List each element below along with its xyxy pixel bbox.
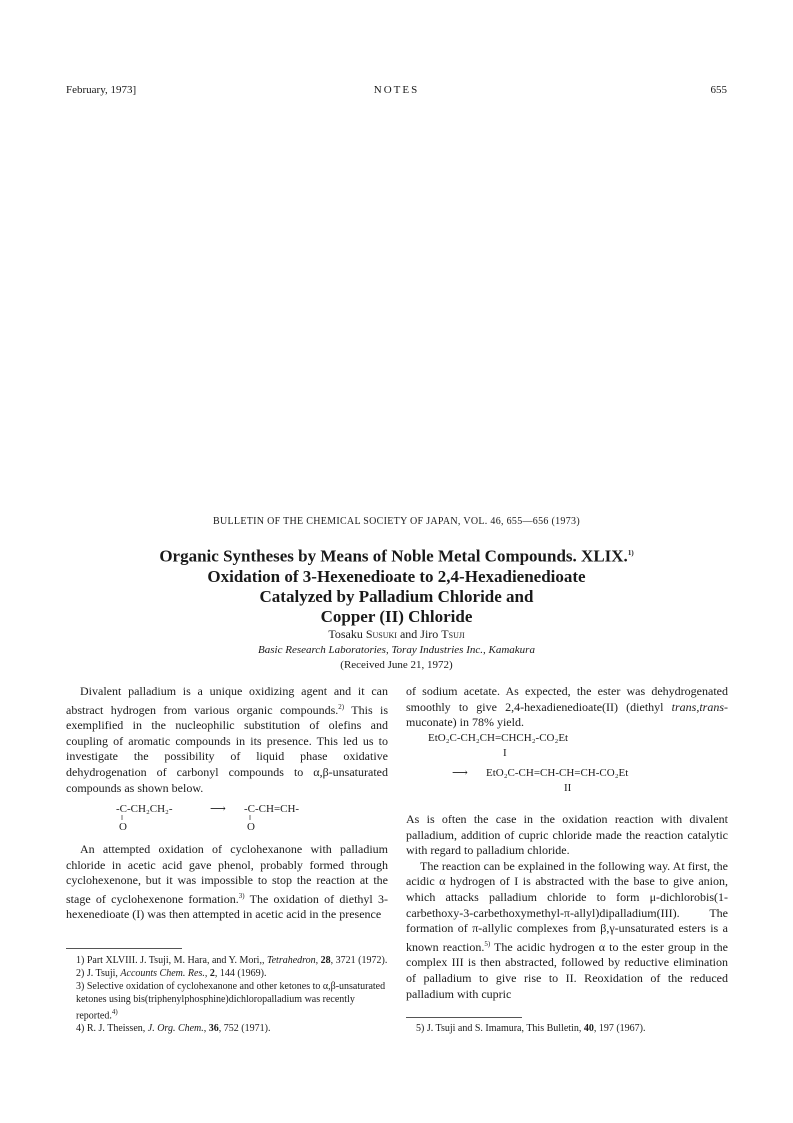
ref-marker-3: 3) [238, 891, 245, 900]
left-p1-text-a: Divalent palladium is a unique oxidizing agent and it can abstract hydrogen from various organic compounds. [66, 684, 388, 717]
left-p2-text-a: An attempted oxidation of cyclohexanone with palladium chloride in acetic acid gave phenol, probably formed through cyclohexenone, but it was impossible to stop the reaction at the stage of cyclohexenone formation. [66, 842, 388, 906]
received-date: (Received June 21, 1972) [340, 659, 453, 671]
ref-marker-5: 5) [484, 939, 491, 948]
scheme-double-bond-2: ‖ [249, 814, 251, 822]
right-p1-text-b: -muconate) in 78% yield. [406, 699, 728, 730]
footnote-rule-right [406, 1017, 522, 1018]
footnote-4-text: 4) R. J. Theissen, [76, 1023, 148, 1035]
author-2-last: Tsuji [441, 627, 465, 641]
footnote-3-marker: 4) [111, 1007, 118, 1016]
title-line-2: Oxidation of 3-Hexenedioate to 2,4-Hexadienedioate [207, 566, 586, 586]
right-p1-text-a: of sodium acetate. As expected, the ester was dehydrogenated smoothly to give 2,4-hexadienedioate(II) (diethyl [406, 684, 728, 714]
running-header-section: NOTES [373, 84, 420, 96]
footnote-5-pages: , 197 (1967). [593, 1023, 646, 1034]
right-p1-italic: trans,trans [671, 699, 724, 714]
author-1-first: Tosaku [328, 627, 363, 641]
footnote-4-journal: J. Org. Chem. [147, 1023, 204, 1035]
left-column-body-2 [66, 842, 388, 923]
title-line-3: Catalyzed by Palladium Chloride and [259, 586, 534, 606]
equation-product-II: EtO₂C-CH=CH-CH=CH-CO₂Et [486, 767, 629, 779]
running-header-date: February, 1973] [66, 84, 137, 96]
right-column-body-2 [406, 812, 728, 1002]
author-1-last: Susuki [365, 627, 397, 641]
left-p1-text-b: This is exemplified in the nucleophilic substitution of olefins and coupling of aromatic compounds in its presence. This led us to investigate the possibility of liquid phase oxidative dehydrogenation of carbonyl compounds to α,β-unsaturated compounds as shown below. [66, 702, 389, 795]
footnote-2-pages: , 144 (1969). [214, 968, 267, 980]
scheme-oxygen-1: O [119, 821, 127, 833]
right-paragraph-2: As is often the case in the oxidation reaction with divalent palladium, addition of cupric chloride made the reaction catalytic with regard to palladium chloride. [406, 812, 728, 858]
journal-citation-suffix: 46, 655—656 (1973) [490, 516, 580, 527]
scheme-reactant: -C-CH₂CH₂- [116, 803, 173, 815]
equation-arrow: ⟶ [452, 767, 468, 779]
right-paragraph-3 [406, 859, 728, 1002]
article-title [0, 543, 793, 627]
right-paragraph-1 [406, 684, 728, 731]
right-p3-text-b: The acidic hydrogen α to the ester group in the complex III is then abstracted, followed by reductive elimination of palladium to give rise to II. Reoxidation of the reduced palladium with cupric [406, 939, 728, 1001]
author-and: and [399, 627, 418, 641]
footnote-2-text: 2) J. Tsuji, [76, 968, 121, 980]
footnote-3 [66, 981, 388, 1022]
ref-marker-2: 2) [338, 702, 345, 711]
footnote-1-volume: 28 [320, 955, 331, 966]
affiliation: Basic Research Laboratories, Toray Industries Inc., Kamakura [258, 644, 535, 656]
scheme-double-bond-1: ‖ [121, 814, 123, 822]
scheme-arrow: ⟶ [210, 803, 226, 815]
footnote-rule-left [66, 948, 182, 949]
footnote-5-volume: 40 [583, 1023, 594, 1034]
footnote-1-text: 1) Part XLVIII. J. Tsuji, M. Hara, and Y. Mori,, [76, 955, 267, 966]
footnote-2-volume: 2 [209, 968, 215, 980]
right-footnotes [406, 1023, 728, 1036]
author-line [0, 627, 793, 642]
scheme-ketone-dehydrogenation [116, 803, 356, 833]
left-paragraph-1 [66, 684, 388, 796]
equation-label-II: II [564, 782, 572, 794]
footnote-4-volume: 36 [208, 1023, 219, 1035]
footnote-2-journal: Accounts Chem. Res. [120, 968, 205, 980]
footnote-2: 2) J. Tsuji, Accounts Chem. Res., 2, 144 (1969). [76, 968, 267, 980]
footnote-4-pages: , 752 (1971). [218, 1023, 271, 1035]
footnote-5 [406, 1023, 728, 1035]
equation-reactant-I: EtO₂C-CH₂CH=CHCH₂-CO₂Et [428, 732, 569, 744]
right-column-body [406, 684, 728, 731]
journal-citation-prefix: BULLETIN OF THE CHEMICAL SOCIETY OF JAPAN, VOL. [213, 516, 488, 527]
left-column-body [66, 684, 388, 796]
footnote-5-text: 5) J. Tsuji and S. Imamura, This Bulletin, [416, 1023, 584, 1034]
footnote-1 [66, 955, 388, 967]
footnote-1-pages: , 3721 (1972). [330, 955, 388, 966]
title-line-1-text: Organic Syntheses by Means of Noble Metal Compounds. XLIX. [159, 546, 628, 566]
right-p3-text-a: The reaction can be explained in the following way. At first, the acidic α hydrogen of I is abstracted with the base to give anion, which attacks palladium chloride to form μ-dichlorobis(1-carbethoxy-3-carbethoxymethyl-π-allyl)dipalladium(III). The formation of π-allylic complexes from β,γ-unsaturated esters is a known reaction. [406, 858, 728, 954]
footnote-1-journal: Tetrahedron, [266, 955, 319, 966]
author-2-first: Jiro [420, 627, 439, 641]
equation-muconate [406, 732, 728, 802]
equation-label-I: I [503, 747, 507, 759]
title-footnote-marker: 1) [627, 549, 634, 557]
scheme-oxygen-2: O [247, 821, 255, 833]
title-line-4: Copper (II) Chloride [320, 606, 473, 626]
left-p2-text-b: The oxidation of diethyl 3-hexenedioate (I) was then attempted in acetic acid in the presence [66, 891, 388, 922]
left-footnotes [66, 955, 388, 1037]
journal-citation [0, 516, 793, 527]
footnote-4: 4) R. J. Theissen, J. Org. Chem., 36, 752 (1971). [76, 1023, 271, 1035]
page-number: 655 [710, 84, 727, 96]
footnote-3-text: 3) Selective oxidation of cyclohexanone and other ketones to α,β-unsaturated ketones using bis(triphenylphosphine)dichloropalladium was recently reported. [76, 981, 386, 1022]
left-paragraph-2 [66, 842, 388, 923]
scheme-product: -C-CH=CH- [244, 803, 300, 815]
title-line-1 [0, 543, 793, 567]
